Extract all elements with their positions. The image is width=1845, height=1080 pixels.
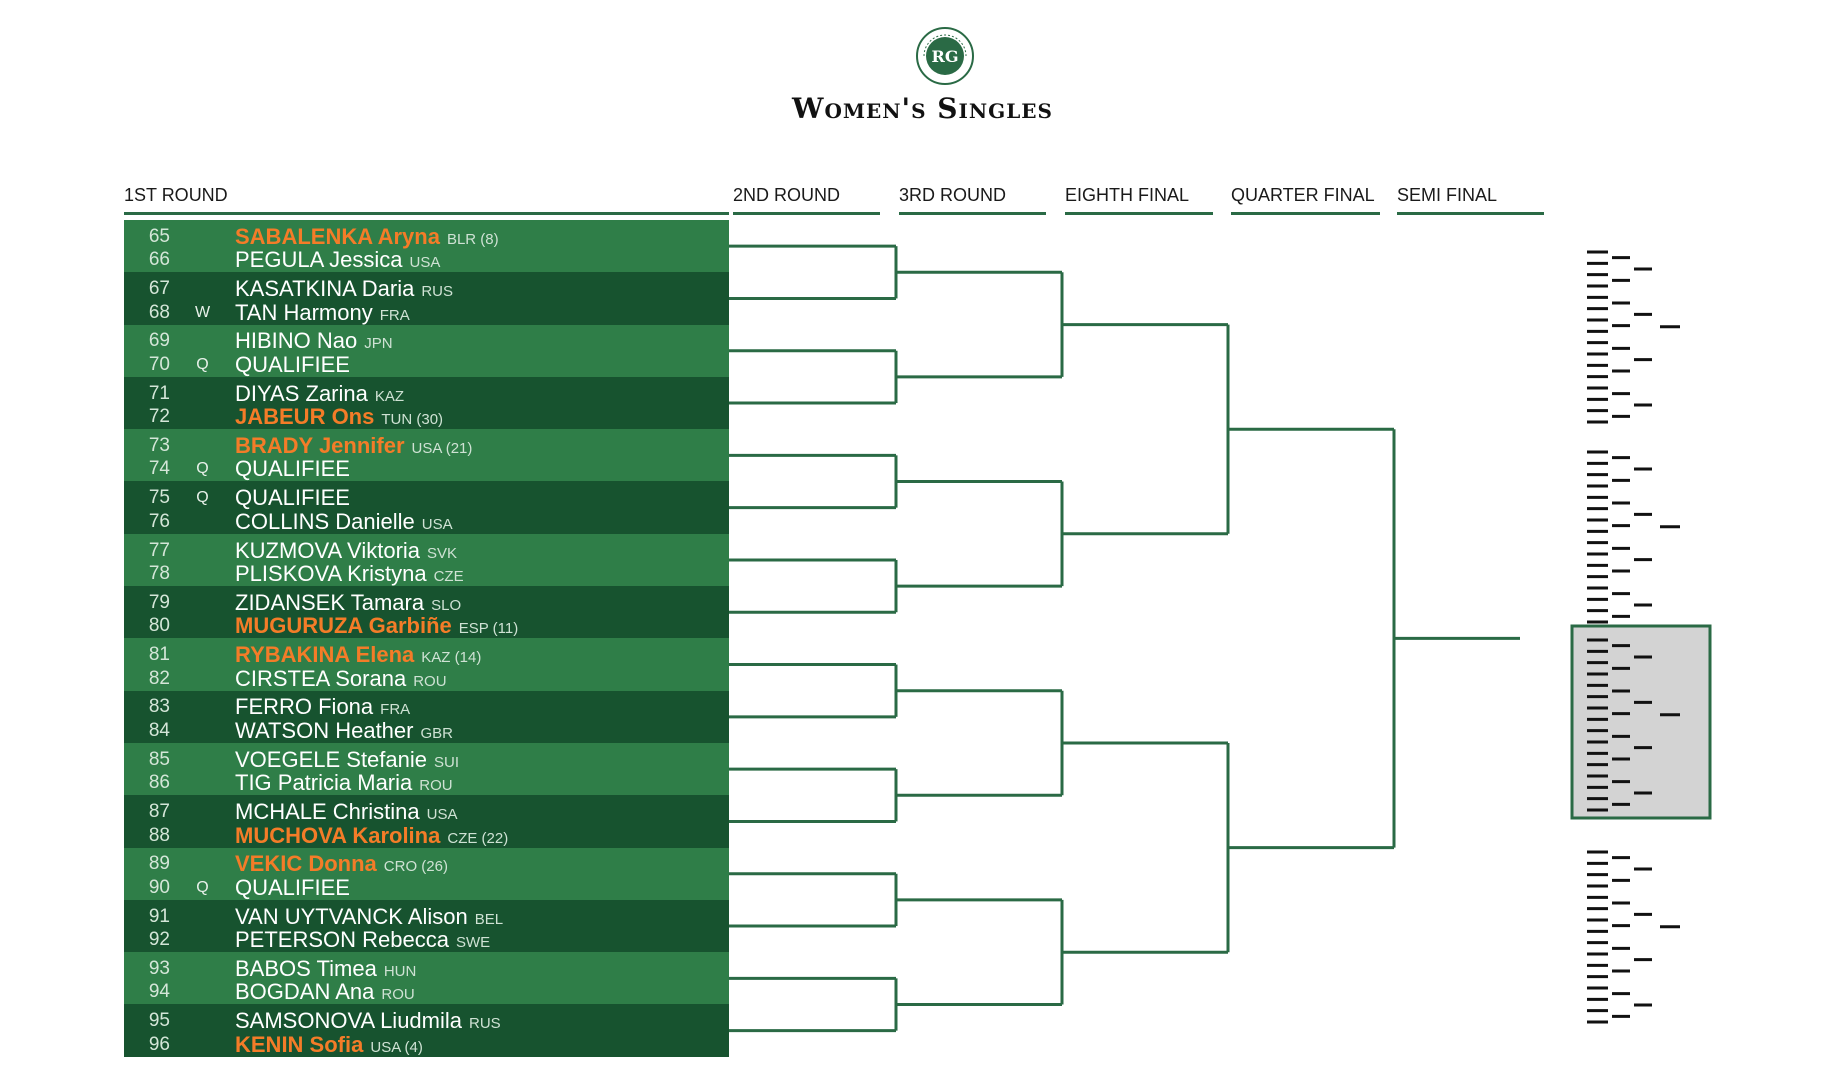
player-country: CZE: [433, 568, 464, 586]
draw-position: 67: [148, 278, 170, 300]
draw-position: 79: [148, 591, 170, 613]
player-country: ROU: [381, 986, 415, 1004]
player-country: TUN (30): [381, 411, 444, 429]
player-country: ROU: [413, 672, 447, 690]
player-country: KAZ (14): [421, 649, 482, 667]
player-country: SVK: [427, 544, 458, 562]
round-header-5: QUARTER FINAL: [1231, 184, 1380, 215]
player-country: SUI: [434, 753, 460, 771]
svg-text:RG: RG: [931, 47, 959, 66]
draw-position: 95: [148, 1010, 170, 1032]
player-country: CZE (22): [447, 829, 509, 847]
round-header-4: EIGHTH FINAL: [1065, 184, 1213, 215]
draw-position: 68: [148, 301, 170, 323]
player-country: SWE: [455, 934, 491, 952]
entry-tag: W: [194, 303, 211, 321]
draw-position: 71: [148, 382, 170, 404]
player-name: TIG Patricia Maria: [235, 770, 413, 796]
player-name: VAN UYTVANCK Alison: [235, 903, 468, 929]
player-name: CIRSTEA Sorana: [235, 665, 407, 691]
player-country: HUN: [383, 962, 417, 980]
player-country: BLR (8): [446, 230, 499, 248]
player-country: RUS: [421, 283, 453, 301]
player-name: PLISKOVA Kristyna: [235, 561, 427, 587]
seeded-player-name: BRADY Jennifer: [235, 432, 405, 458]
player-country: BEL: [474, 910, 504, 928]
player-country: FRA: [380, 701, 411, 719]
draw-position: 83: [148, 696, 170, 718]
draw-position: 89: [148, 853, 170, 875]
draw-position: 72: [148, 406, 170, 428]
draw-position: 93: [148, 957, 170, 979]
draw-position: 84: [148, 719, 170, 741]
player-name: DIYAS Zarina: [235, 380, 368, 406]
player-name: QUALIFIEE: [235, 456, 350, 482]
draw-position: 69: [148, 330, 170, 352]
draw-position: 76: [148, 510, 170, 532]
player-name: BOGDAN Ana: [235, 979, 375, 1005]
minimap-section[interactable]: [1587, 252, 1680, 422]
draw-position: 81: [148, 644, 170, 666]
seeded-player-name: RYBAKINA Elena: [235, 642, 415, 668]
draw-position: 74: [148, 458, 170, 480]
entry-tag: Q: [196, 460, 209, 478]
player-name: PEGULA Jessica: [235, 247, 403, 273]
draw-position: 88: [148, 824, 170, 846]
entry-tag: Q: [196, 489, 209, 507]
draw-position: 85: [148, 748, 170, 770]
player-country: CRO (26): [383, 858, 448, 876]
draw-position: 86: [148, 772, 170, 794]
player-country: USA: [421, 515, 453, 533]
round-header-6: SEMI FINAL: [1397, 184, 1544, 215]
draw-position: 96: [148, 1033, 170, 1055]
round-header-2: 2ND ROUND: [733, 184, 880, 215]
player-name: KASATKINA Daria: [235, 276, 415, 302]
minimap-section[interactable]: [1587, 452, 1680, 622]
draw-position: 87: [148, 801, 170, 823]
draw-position: 80: [148, 615, 170, 637]
player-country: USA (21): [411, 439, 473, 457]
player-name: QUALIFIEE: [235, 874, 350, 900]
player-country: USA (4): [370, 1038, 423, 1056]
entry-tag: Q: [196, 878, 209, 896]
player-name: QUALIFIEE: [235, 351, 350, 377]
seeded-player-name: KENIN Sofia: [235, 1031, 364, 1057]
draw-position: 94: [148, 981, 170, 1003]
round-header-3: 3RD ROUND: [899, 184, 1046, 215]
player-name: PETERSON Rebecca: [235, 927, 449, 953]
draw-position: 77: [148, 539, 170, 561]
minimap-section[interactable]: [1587, 852, 1680, 1022]
player-name: MCHALE Christina: [235, 799, 420, 825]
player-country: JPN: [364, 335, 393, 353]
player-name: ZIDANSEK Tamara: [235, 589, 425, 615]
player-name: TAN Harmony: [235, 299, 373, 325]
player-name: SAMSONOVA Liudmila: [235, 1008, 463, 1034]
draw-position: 91: [148, 905, 170, 927]
draw-position: 70: [148, 353, 170, 375]
seeded-player-name: VEKIC Donna: [235, 851, 377, 877]
draw-position: 92: [148, 929, 170, 951]
draw-position: 65: [148, 225, 170, 247]
player-country: KAZ: [374, 387, 405, 405]
entry-tag: Q: [196, 355, 209, 373]
player-name: BABOS Timea: [235, 955, 377, 981]
seeded-player-name: MUCHOVA Karolina: [235, 822, 441, 848]
player-country: SLO: [431, 596, 462, 614]
player-country: RUS: [469, 1015, 501, 1033]
player-name: KUZMOVA Viktoria: [235, 537, 421, 563]
player-country: ROU: [419, 777, 453, 795]
seeded-player-name: SABALENKA Aryna: [235, 223, 440, 249]
player-name: FERRO Fiona: [235, 694, 374, 720]
round-header-1: 1ST ROUND: [124, 184, 729, 215]
draw-position: 75: [148, 487, 170, 509]
minimap-current-section[interactable]: [1572, 626, 1710, 818]
player-name: QUALIFIEE: [235, 485, 350, 511]
seeded-player-name: JABEUR Ons: [235, 404, 375, 430]
player-name: COLLINS Danielle: [235, 508, 415, 534]
draw-position: 90: [148, 876, 170, 898]
draw-position: 78: [148, 563, 170, 585]
player-name: VOEGELE Stefanie: [235, 746, 427, 772]
seeded-player-name: MUGURUZA Garbiñe: [235, 613, 452, 639]
player-country: USA: [409, 254, 441, 272]
draw-position: 66: [148, 249, 170, 271]
page-title: Women's Singles: [792, 92, 1053, 125]
draw-position: 73: [148, 434, 170, 456]
player-country: FRA: [379, 306, 410, 324]
draw-position: 82: [148, 667, 170, 689]
player-country: GBR: [420, 724, 453, 742]
player-name: WATSON Heather: [235, 717, 414, 743]
player-name: HIBINO Nao: [235, 328, 358, 354]
player-country: USA: [426, 806, 458, 824]
player-country: ESP (11): [458, 620, 519, 638]
